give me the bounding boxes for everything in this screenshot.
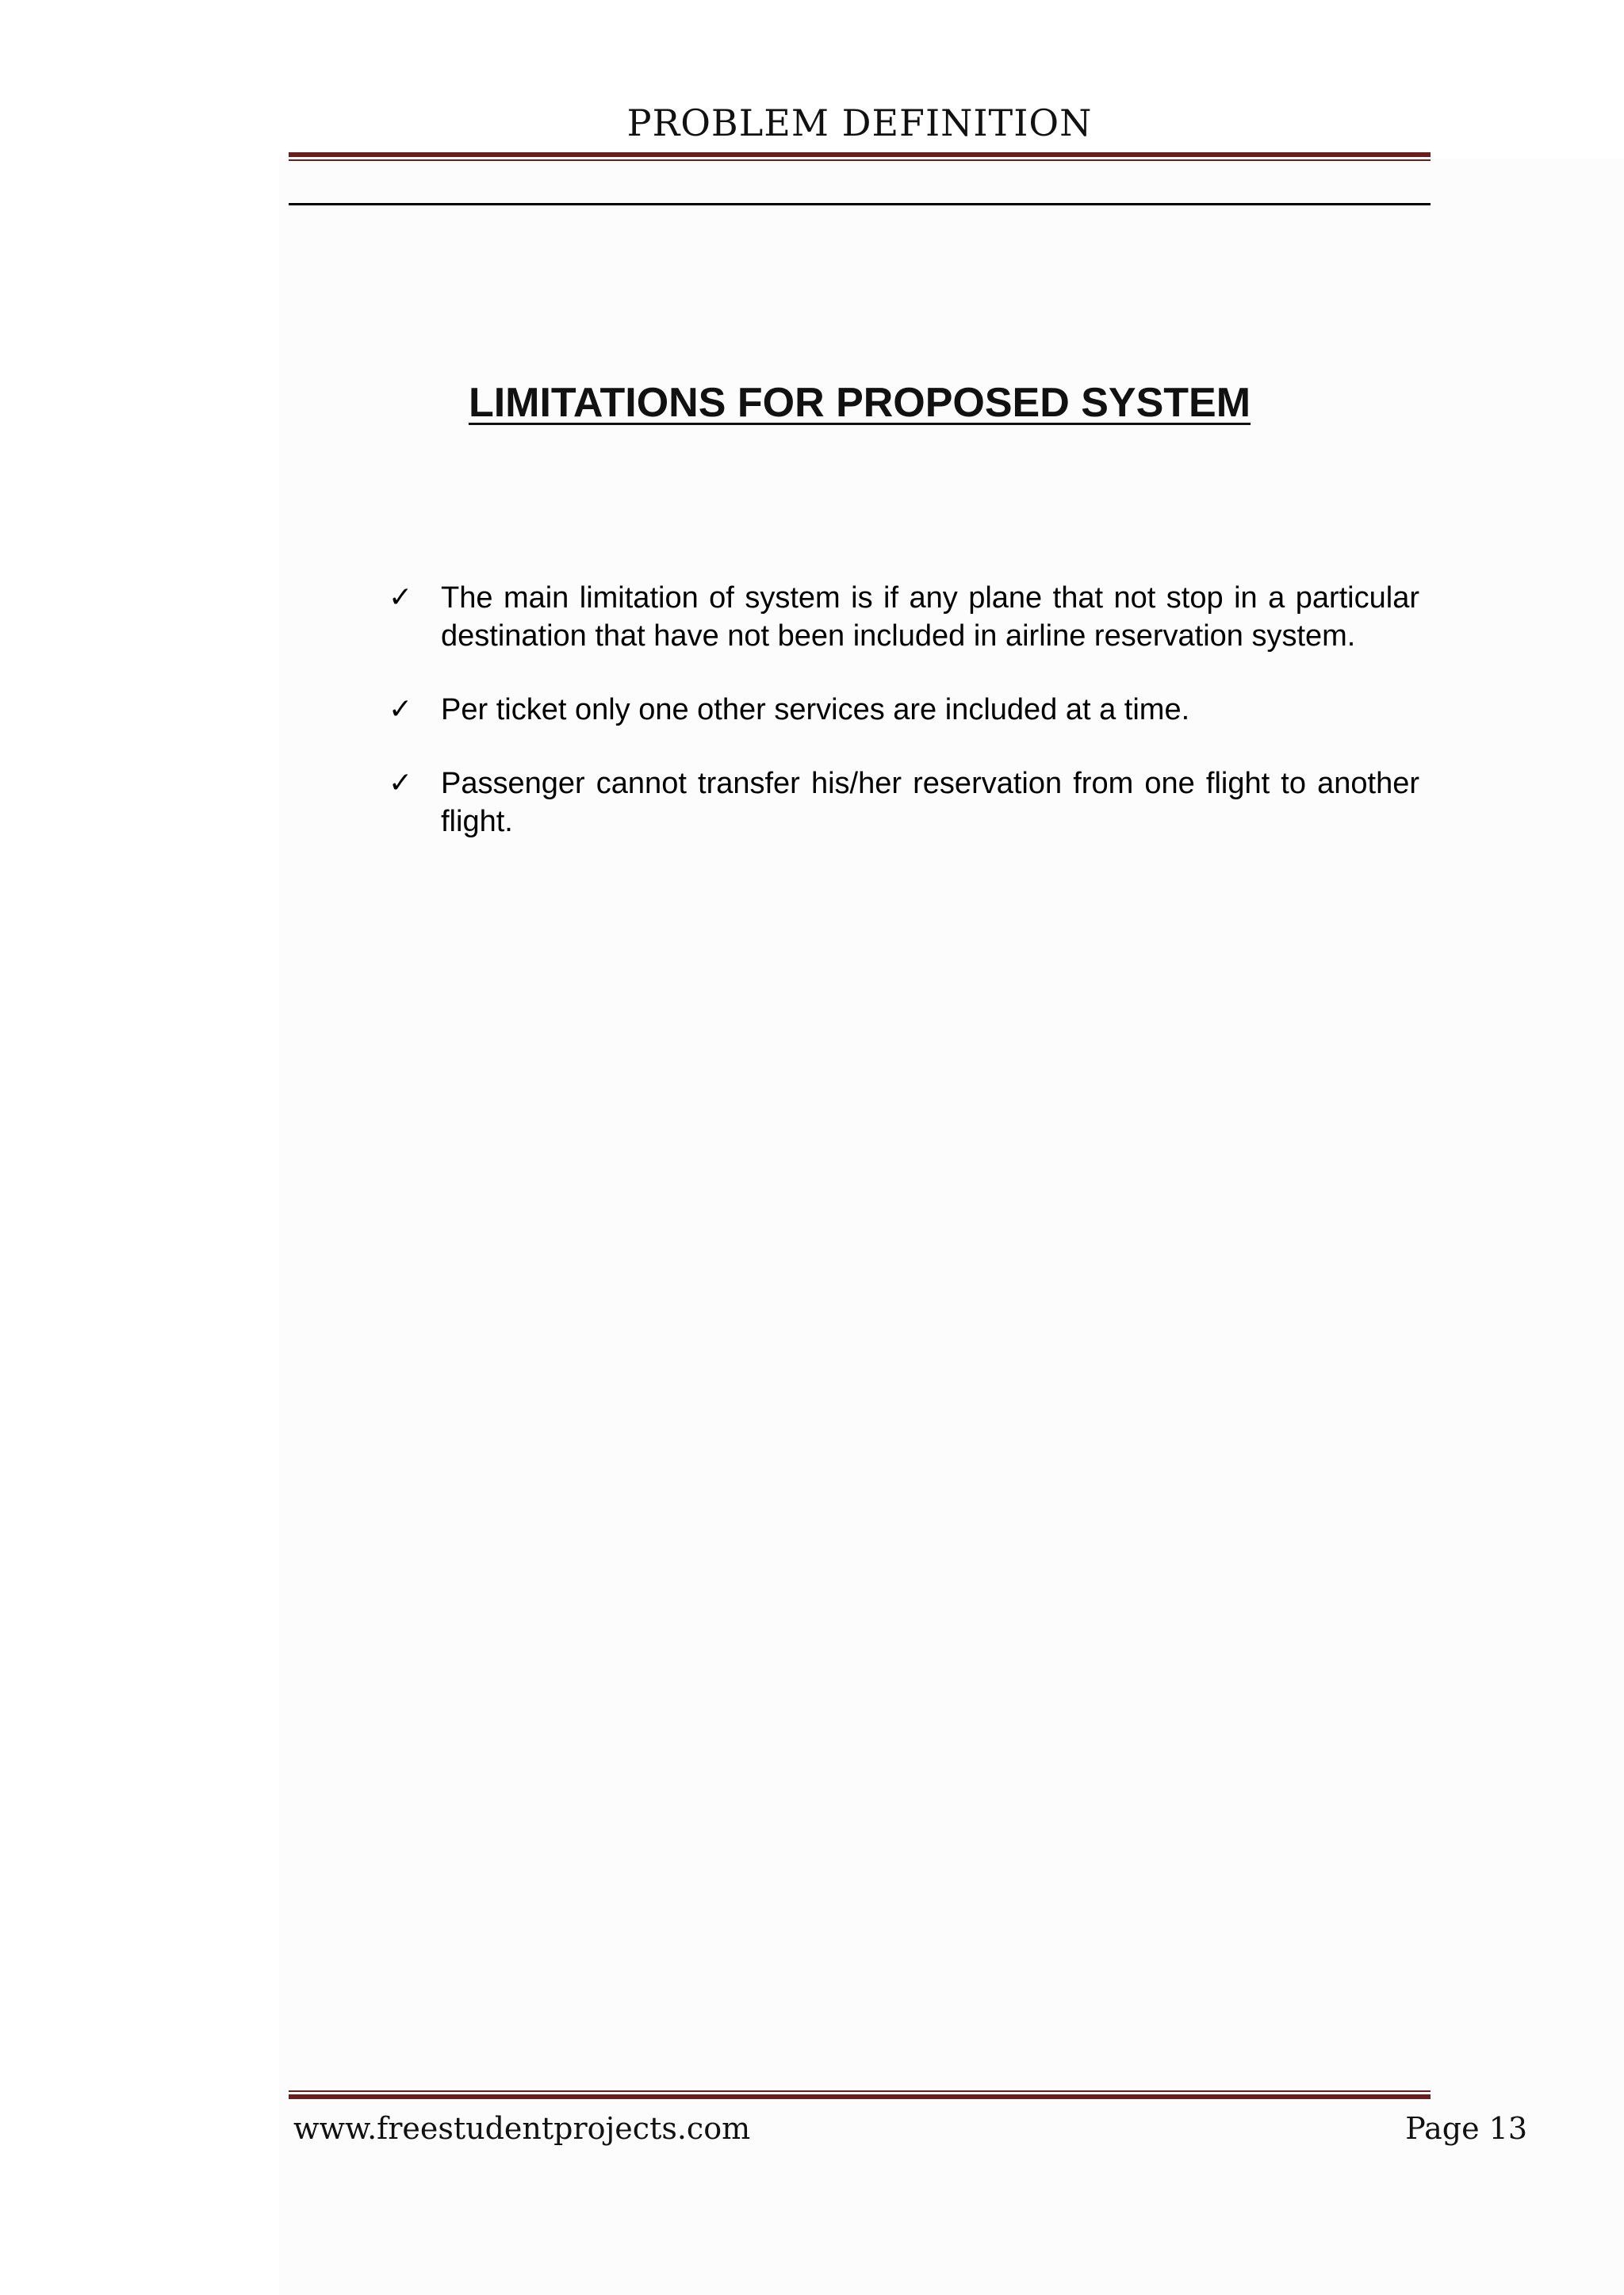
page-background [279, 159, 1624, 2295]
check-icon: ✓ [389, 581, 413, 614]
list-item [389, 579, 1419, 655]
page-number: Page 13 [1405, 2111, 1527, 2146]
footer-rule-thick [289, 2094, 1431, 2099]
limitations-list [389, 579, 1419, 876]
list-item-text: Passenger cannot transfer his/her reservation from one flight to another flight. [441, 767, 1419, 838]
header-title: PROBLEM DEFINITION [626, 102, 1093, 144]
section-heading: LIMITATIONS FOR PROPOSED SYSTEM [468, 380, 1251, 426]
list-item [389, 691, 1419, 729]
check-icon: ✓ [389, 693, 413, 726]
header-divider [289, 203, 1431, 205]
footer-rule-thin [289, 2090, 1431, 2092]
footer-website: www.freestudentprojects.com [293, 2111, 751, 2146]
check-icon: ✓ [389, 767, 413, 799]
list-item-text: The main limitation of system is if any plane that not stop in a particular destination that have not been included in airline reservation system. [441, 581, 1419, 653]
header-rule-thin [289, 159, 1431, 161]
list-item-text: Per ticket only one other services are included at a time. [441, 693, 1190, 726]
header-rule-thick [289, 152, 1431, 157]
list-item [389, 764, 1419, 841]
